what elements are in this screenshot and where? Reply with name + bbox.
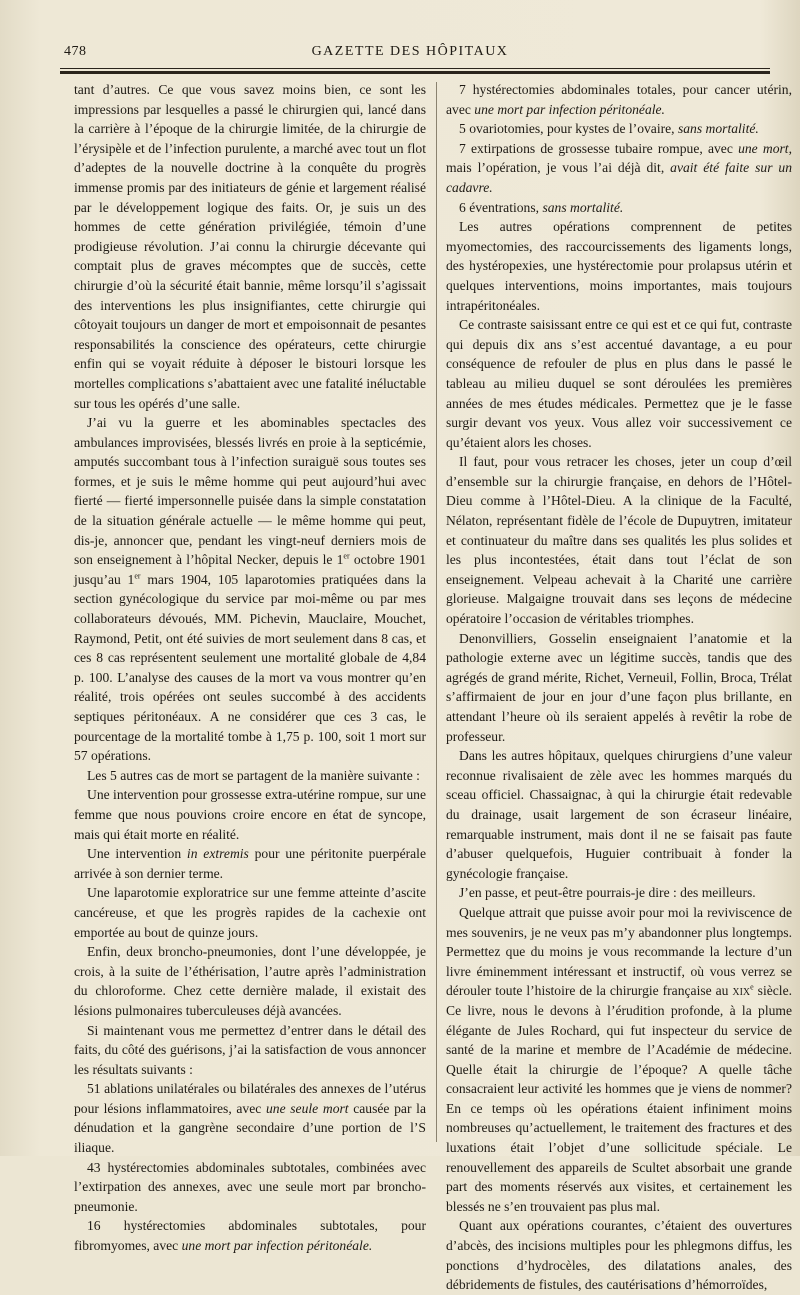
paragraph: 7 hystérectomies abdominales totales, pour cancer utérin, avec une mort par infection péritonéale. — [446, 82, 792, 117]
page-header — [60, 44, 760, 64]
paragraph: Enfin, deux broncho-pneumonies, dont l’une développée, je crois, à la suite de l’éthérisation, l’autre après l’administration du chloroforme. Chez cette dernière malade, il existait des lésions pulmonaires tuberculeuses déjà avancées. — [74, 944, 426, 1018]
paragraph: Dans les autres hôpitaux, quelques chirurgiens d’une valeur reconnue rivalisaient de zèle avec les hommes marqués du sceau officiel. Chassaignac, à qui la chirurgie était redevable du drainage, usait largement de son écraseur linéaire, remarquable instrument, mais dont il ne se faisait pas faute d’abuser quelquefois, Huguier contribuait à fonder la gynécologie française. — [446, 748, 792, 881]
paragraph: 51 ablations unilatérales ou bilatérales des annexes de l’utérus pour lésions inflammatoires, avec une seule mort causée par la dénudation et la gangrène secondaire d’une portion de l’S iliaque. — [74, 1081, 426, 1156]
left-column — [74, 80, 426, 1256]
paragraph: J’en passe, et peut-être pourrais-je dire : des meilleurs. — [459, 885, 756, 901]
paragraph: Denonvilliers, Gosselin enseignaient l’anatomie et la pathologie externe avec un légitime succès, tandis que des agrégés de grand mérite, Richet, Verneuil, Follin, Broca, Trélat s’affirmaient de jour en jour d’une façon plus brillante, en attendant l’heure où ils seraient appelés à revêtir la robe de professeur. — [446, 630, 792, 744]
right-column — [446, 80, 792, 1295]
paragraph: Une laparotomie exploratrice sur une femme atteinte d’ascite cancéreuse, et que les progrès rapides de la cachexie ont emportée au bout de quinze jours. — [74, 885, 426, 940]
paragraph: 6 éventrations, sans mortalité. — [459, 199, 624, 215]
paragraph: 7 extirpations de grossesse tubaire rompue, avec une mort, mais l’opération, je vous l’ai déjà dit, avait été faite sur un cadavre. — [446, 140, 792, 195]
paragraph: Ce contraste saisissant entre ce qui est et ce qui fut, contraste qui depuis dix ans s’est accentué davantage, a eu pour conséquence de refouler de plus en plus dans le passé le tableau au milieu duquel se sont déroulées les premières années de mes études médicales. Permettez que je le fasse surgir devant vos yeux. Vous allez voir successivement ce qu’étaient alors les choses. — [446, 317, 792, 450]
paragraph: Quelque attrait que puisse avoir pour moi la reviviscence de mes souvenirs, je ne veux pas m’y abandonner plus longtemps. Permettez que du moins je vous recommande la lecture d’un livre éminemment intéressant et instructif, où vous verrez se dérouler toute l’histoire de la chirurgie française au xix$^e$ siècle. Ce livre, nous le devons à l’érudition profonde, à la plume élégante de Jules Rochard, qui fut inspecteur du service de santé de la marine et membre de l’Académie de médecine. Quelle était la chirurgie de l’époque? A quelle tâche consacraient leur activité les hommes que je viens de nommer? En ce temps où les opérations étaient infiniment moins nombreuses qu’actuellement, le traitement des fractures et des luxations était l’objet d’une sollicitude spéciale. Le renouvellement des appareils de Scultet absorbait une grande part des moments réservés aux visites, et certainement les blessés ne s’en trouvaient pas plus mal. — [446, 904, 792, 1214]
paragraph: Si maintenant vous me permettez d’entrer dans le détail des faits, du côté des guérisons, j’ai la satisfaction de vous annoncer les résultats suivants : — [74, 1022, 426, 1077]
paragraph: 43 hystérectomies abdominales subtotales, combinées avec l’extirpation des annexes, avec une seule mort par broncho-pneumonie. — [74, 1159, 426, 1214]
page-number: 478 — [64, 44, 87, 59]
paragraph: 5 ovariotomies, pour kystes de l’ovaire, sans mortalité. — [459, 121, 759, 137]
paragraph: tant d’autres. Ce que vous savez moins bien, ce sont les impressions par lesquelles a passé le chirurgien qui, lancé dans la carrière à l’époque de la chirurgie limitée, de la chirurgie de l’érysipèle et de l’infection purulente, a marché avec tout un flot d’adeptes de la nouvelle doctrine à la conquête du progrès immense promis par des initiateurs de génie et largement réalisé par le développement logique des faits. Or, je suis un des hommes de cette génération privilégiée, témoin d’une prodigieuse révolution. J’ai connu la chirurgie décevante qui comptait plus de graves mécomptes que de succès, cette chirurgie d’où la sécurité était bannie, même lorsqu’il s’agissait des interventions les plus insignifiantes, cette chirurgie qui côtoyait toujours un danger de mort et empoisonnait de pesantes responsabilités la conscience des opérateurs, cette chirurgie enfin qui se voyait réduite à déposer le bistouri lorsque les mortelles complications s’abattaient avec une fatalité inéluctable sur tous les opérés d’une salle. — [74, 82, 426, 411]
paragraph: Les 5 autres cas de mort se partagent de la manière suivante : — [87, 767, 420, 783]
header-rule-thin — [60, 68, 770, 69]
paragraph: 16 hystérectomies abdominales subtotales, pour fibromyomes, avec une mort par infection péritonéale. — [74, 1218, 426, 1254]
paragraph: Les autres opérations comprennent de petites myomectomies, des raccourcissements des ligaments longs, des hystéropexies, une hystérectomie pour prolapsus utérin et quelques interventions, moins importantes, mais toujours intrapéritonéales. — [446, 219, 792, 313]
paragraph: Une intervention pour grossesse extra-utérine rompue, sur une femme que nous pouvions croire encore en état de syncope, mais qui était morte en réalité. — [74, 787, 426, 842]
paragraph: Il faut, pour vous retracer les choses, jeter un coup d’œil d’ensemble sur la chirurgie française, en dehors de l’Hôtel-Dieu comme à l’Hôtel-Dieu. A la clinique de la Faculté, Nélaton, représentant fidèle de l’école de Dupuytren, imitateur et continuateur du maître dans ses qualités les plus solides et les plus incontestées, était dans tout l’éclat de son enseignement. Velpeau achevait à la Charité une carrière glorieuse. Malgaigne trouvait dans ses leçons de médecine opératoire l’occasion de véritables triomphes. — [446, 454, 792, 627]
paragraph: Quant aux opérations courantes, c’étaient des ouvertures d’abcès, des incisions multiples pour les phlegmons diffus, les ponctions d’hydrocèles, des dilatations anales, des débridements de fistules, des cautérisations d’hémorroïdes, — [446, 1218, 792, 1293]
running-title: GAZETTE DES HÔPITAUX — [311, 44, 509, 59]
paragraph: J’ai vu la guerre et les abominables spectacles des ambulances improvisées, blessés livrés en proie à la septicémie, amputés succombant tous à l’infection suraiguë sous toutes ses formes, et je suis le même homme qui peut aujourd’hui avec fierté — fierté impersonnelle puisée dans la simple constatation de la situation générale actuelle — le même homme qui peut, dis-je, annoncer que, pendant les vingt-neuf derniers mois de son enseignement à l’hôpital Necker, depuis le 1er octobre 1901 jusqu’au 1er mars 1904, 105 laparotomies pratiquées dans la section gynécologique du service par moi-même ou par mes collaborateurs dévoués, MM. Pichevin, Mauclaire, Mouchet, Raymond, Petit, ont été suivies de mort seulement dans 8 cas, et ces 8 cas représentent seulement une mortalité globale de 4,84 p. 100. L’analyse des causes de la mort va vous montrer qu’en réalité, trois opérées ont seules succombé à des accidents septiques péritonéaux. A ne considérer que ces 3 cas, le pourcentage de la mortalité tombe à 1,75 p. 100, soit 1 mort sur 57 opérations. — [74, 415, 426, 764]
column-divider — [436, 82, 437, 1142]
paragraph: Une intervention in extremis pour une péritonite puerpérale arrivée à son dernier terme. — [74, 846, 426, 881]
header-rule-thick — [60, 71, 770, 74]
